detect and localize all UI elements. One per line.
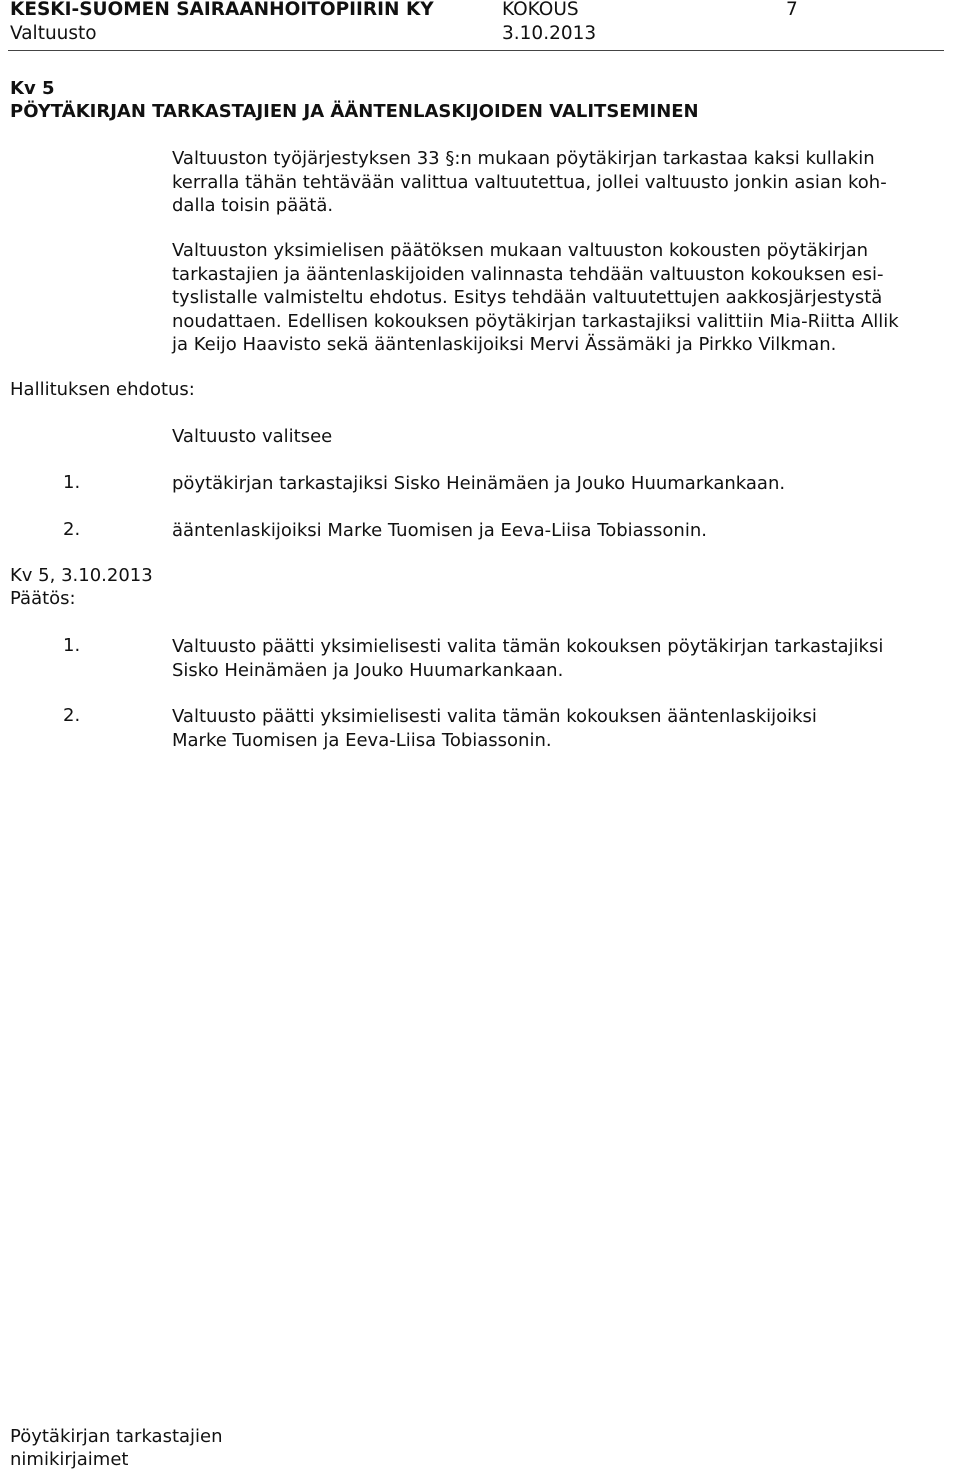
paragraph-line: tarkastajien ja ääntenlaskijoiden valinnasta tehdään valtuuston kokouksen esi- xyxy=(172,263,884,285)
organization-name: KESKI-SUOMEN SAIRAANHOITOPIIRIN KY xyxy=(10,0,434,20)
paragraph-line: kerralla tähän tehtävään valittua valtuutettua, jollei valtuusto jonkin asian koh- xyxy=(172,171,887,193)
decision-item-number: 2. xyxy=(63,705,81,726)
decision-item-line: Valtuusto päätti yksimielisesti valita tämän kokouksen ääntenlaskijoiksi xyxy=(172,706,817,727)
decision-item-text xyxy=(172,705,817,752)
decision-item-line: Valtuusto päätti yksimielisesti valita tämän kokouksen pöytäkirjan tarkastajiksi xyxy=(172,636,884,657)
meeting-date: 3.10.2013 xyxy=(502,23,597,44)
paragraph-line: dalla toisin päätä. xyxy=(172,195,334,216)
proposal-item-text: ääntenlaskijoiksi Marke Tuomisen ja Eeva-Liisa Tobiassonin. xyxy=(172,520,707,541)
decision-reference: Kv 5, 3.10.2013 xyxy=(10,565,153,586)
paragraph-background xyxy=(172,239,952,357)
proposal-intro: Valtuusto valitsee xyxy=(172,426,333,447)
document-type: KOKOUS xyxy=(502,0,579,20)
proposal-item-number: 2. xyxy=(63,519,81,540)
meeting-body: Valtuusto xyxy=(10,23,97,44)
paragraph-line: Valtuuston yksimielisen päätöksen mukaan valtuuston kokousten pöytäkirjan xyxy=(172,240,869,261)
footer-initials-label: nimikirjaimet xyxy=(10,1449,129,1470)
decision-item-line: Sisko Heinämäen ja Jouko Huumarkankaan. xyxy=(172,659,564,681)
paragraph-line: Valtuuston työjärjestyksen 33 §:n mukaan pöytäkirjan tarkastaa kaksi kullakin xyxy=(172,148,875,169)
header-divider xyxy=(8,50,944,51)
decision-item-number: 1. xyxy=(63,635,81,656)
proposal-label: Hallituksen ehdotus: xyxy=(10,379,195,400)
proposal-item-number: 1. xyxy=(63,472,81,493)
paragraph-line: ja Keijo Haavisto sekä ääntenlaskijoiksi Mervi Ässämäki ja Pirkko Vilkman. xyxy=(172,334,837,355)
decision-label: Päätös: xyxy=(10,588,76,609)
proposal-item-text: pöytäkirjan tarkastajiksi Sisko Heinämäen ja Jouko Huumarkankaan. xyxy=(172,473,786,494)
paragraph-line: noudattaen. Edellisen kokouksen pöytäkirjan tarkastajiksi valittiin Mia-Riitta Allik xyxy=(172,310,899,332)
paragraph-rules xyxy=(172,147,952,218)
footer-signature-label: Pöytäkirjan tarkastajien xyxy=(10,1426,223,1447)
paragraph-line: tyslistalle valmisteltu ehdotus. Esitys tehdään valtuutettujen aakkosjärjestystä xyxy=(172,287,883,308)
section-title: PÖYTÄKIRJAN TARKASTAJIEN JA ÄÄNTENLASKIJOIDEN VALITSEMINEN xyxy=(10,101,699,122)
page-number: 7 xyxy=(786,0,798,20)
decision-item-text xyxy=(172,635,883,682)
section-id: Kv 5 xyxy=(10,78,55,99)
decision-item-line: Marke Tuomisen ja Eeva-Liisa Tobiassonin. xyxy=(172,729,552,751)
